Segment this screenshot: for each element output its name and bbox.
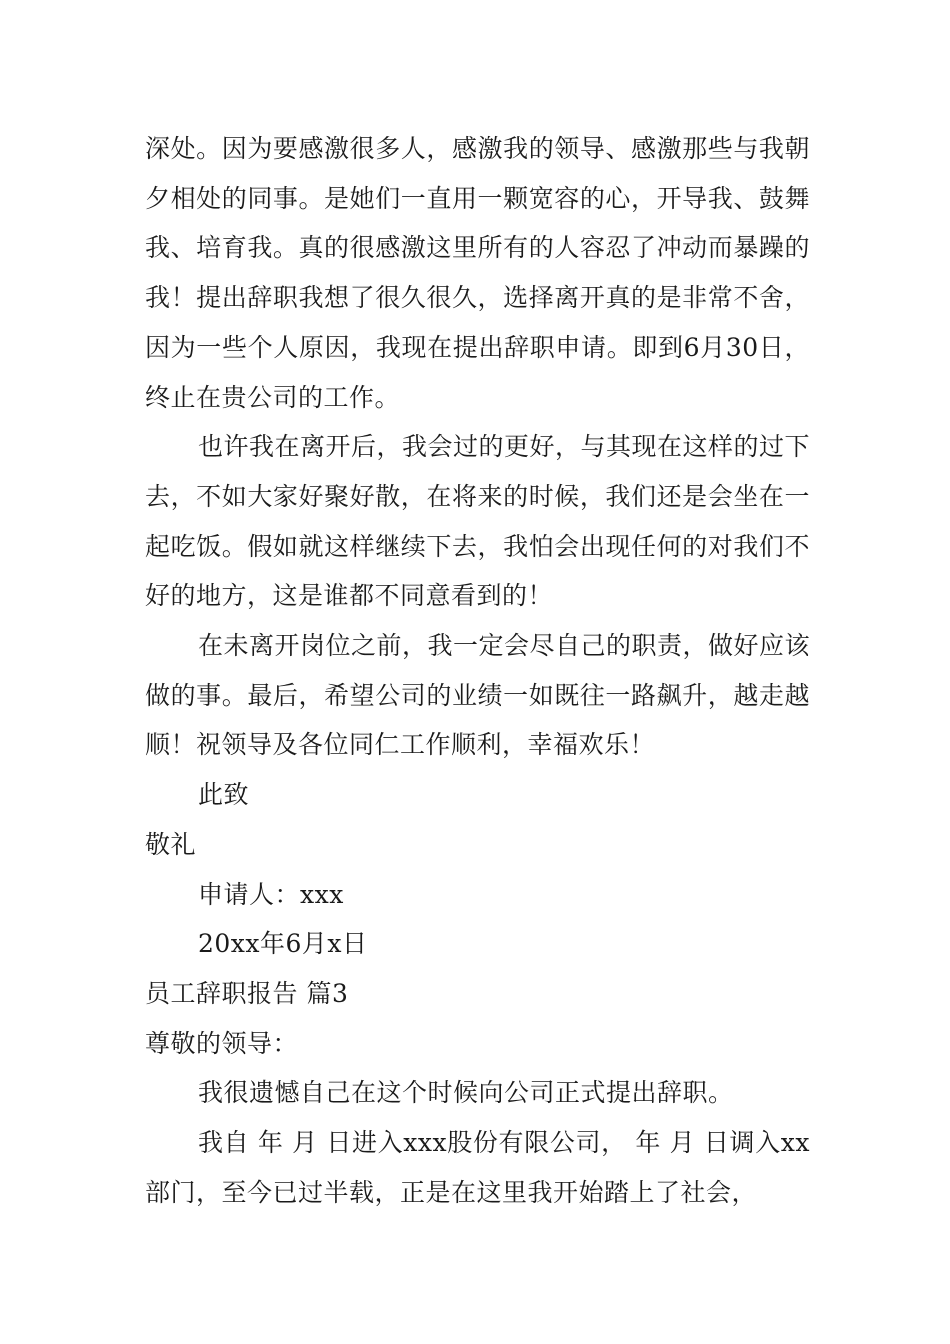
salutation: 尊敬的领导：	[145, 1028, 299, 1058]
body-paragraph: 深处。因为要感激很多人，感激我的领导、感激那些与我朝夕相处的同事。是她们一直用一颗宽容的心，开导我、鼓舞我、培育我。真的很感激这里所有的人容忍了冲动而暴躁的我！提出辞职我想了很久很久，选择离开真的是非常不舍，因为一些个人原因，我现在提出辞职申请。即到6月30日，终止在贵公司的工作。	[145, 134, 810, 412]
letter-date: 20xx年6月x日	[198, 929, 368, 959]
body-paragraph: 我自 年 月 日进入xxx股份有限公司， 年 月 日调入xx部门，至今已过半载，正是在这里我开始踏上了社会，	[145, 1128, 810, 1207]
section-title: 员工辞职报告 篇3	[145, 978, 349, 1008]
document-body	[145, 124, 810, 1217]
body-paragraph: 在未离开岗位之前，我一定会尽自己的职责，做好应该做的事。最后，希望公司的业绩一如既往一路飙升，越走越顺！祝领导及各位同仁工作顺利，幸福欢乐！	[145, 631, 811, 760]
closing-regards: 敬礼	[145, 829, 197, 859]
body-paragraph: 也许我在离开后，我会过的更好，与其现在这样的过下去，不如大家好聚好散，在将来的时候，我们还是会坐在一起吃饭。假如就这样继续下去，我怕会出现任何的对我们不好的地方，这是谁都不同意看到的！	[145, 432, 811, 611]
body-paragraph: 我很遗憾自己在这个时候向公司正式提出辞职。	[198, 1078, 734, 1108]
applicant-signature: 申请人：xxx	[198, 879, 344, 909]
closing-regards-prefix: 此致	[198, 780, 250, 810]
